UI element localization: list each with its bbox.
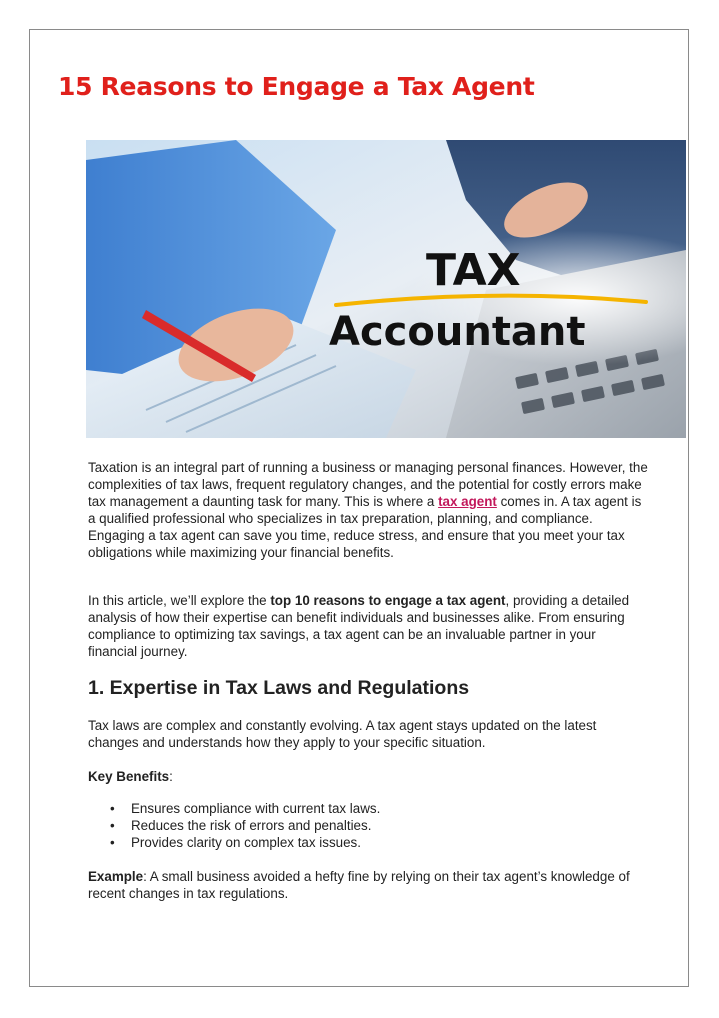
article-paragraph: In this article, we’ll explore the top 10 reasons to engage a tax agent, providing a detailed analysis of how their expertise can benefit individuals and businesses alike. From ensuring compliance to optimizing tax savings, a tax agent can be an invaluable partner in your financial journey. bbox=[88, 593, 630, 659]
section-heading: 1. Expertise in Tax Laws and Regulations bbox=[88, 677, 470, 699]
benefits-list bbox=[88, 800, 648, 851]
hero-tax-text: TAX bbox=[426, 245, 521, 296]
bullet-icon: • bbox=[110, 801, 115, 816]
list-item: • Reduces the risk of errors and penalties. bbox=[110, 818, 372, 833]
article-emphasis: top 10 reasons to engage a tax agent bbox=[270, 593, 506, 608]
list-item: • Ensures compliance with current tax laws. bbox=[110, 801, 381, 816]
bullet-icon: • bbox=[110, 818, 115, 833]
list-item: • Provides clarity on complex tax issues. bbox=[110, 835, 361, 850]
page-title: 15 Reasons to Engage a Tax Agent bbox=[58, 72, 535, 101]
tax-agent-link[interactable]: tax agent bbox=[438, 494, 497, 509]
hero-image bbox=[86, 140, 686, 438]
intro-paragraph: Taxation is an integral part of running a business or managing personal finances. However, the complexities of tax laws, frequent regulatory changes, and the potential for costly errors make tax management a daunting task for many. This is where a tax agent comes in. A tax agent is a qualified professional who specializes in tax preparation, planning, and compliance. Engaging a tax agent can save you time, reduce stress, and ensure that you meet your tax obligations while maximizing your financial benefits. bbox=[88, 460, 648, 560]
example-paragraph: Example: A small business avoided a hefty fine by relying on their tax agent’s knowledge of recent changes in tax regulations. bbox=[88, 869, 630, 901]
section-paragraph: Tax laws are complex and constantly evolving. A tax agent stays updated on the latest changes and understands how they apply to your specific situation. bbox=[88, 718, 597, 750]
hero-accountant-text: Accountant bbox=[329, 309, 586, 355]
key-benefits-label: Key Benefits: bbox=[88, 769, 173, 784]
bullet-icon: • bbox=[110, 835, 115, 850]
